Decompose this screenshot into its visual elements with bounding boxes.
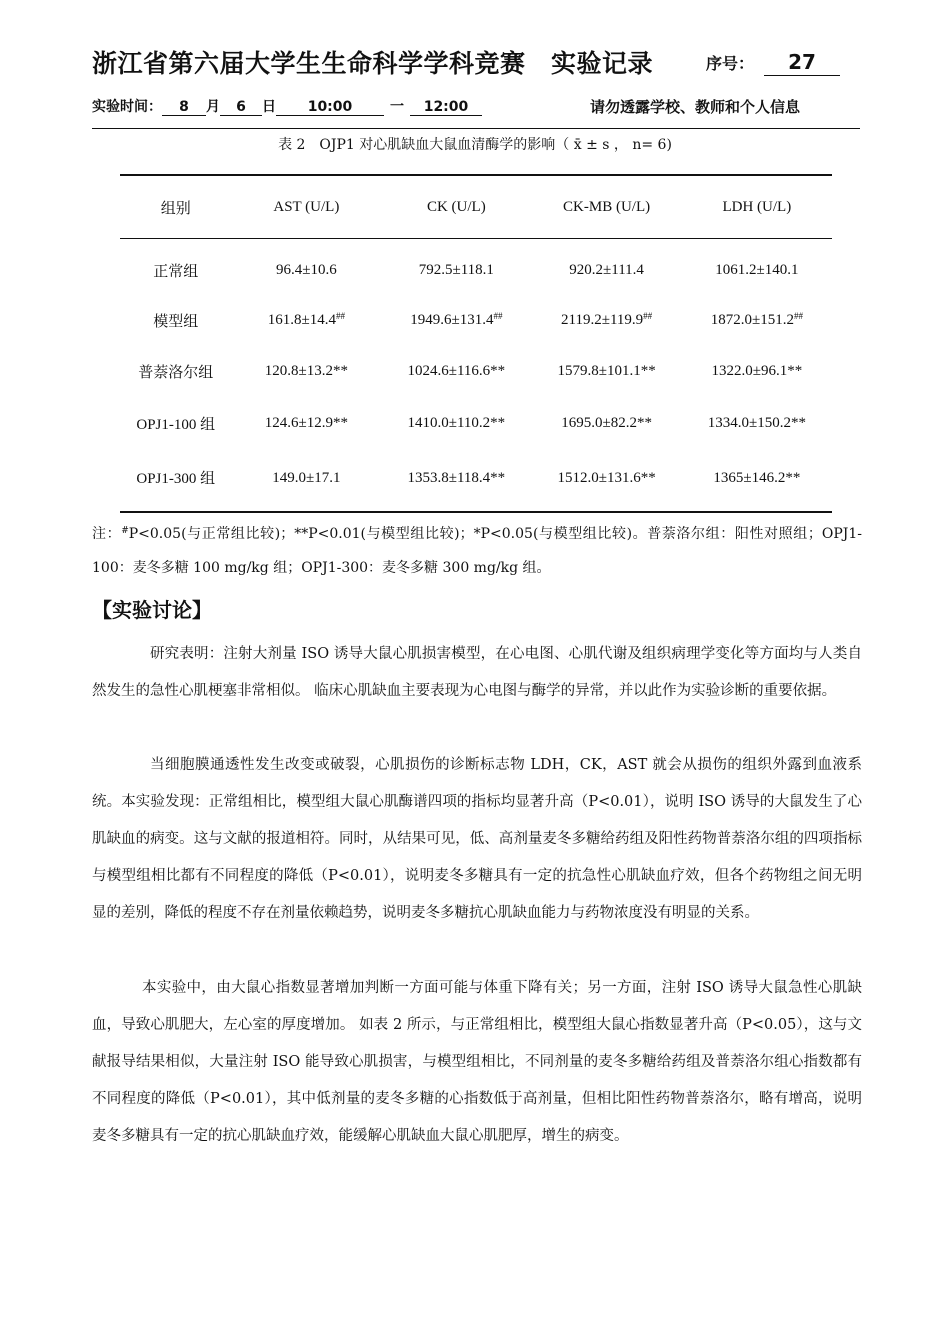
experiment-time xyxy=(92,96,482,116)
discussion-paragraph: 当细胞膜通透性发生改变或破裂，心肌损伤的诊断标志物 LDH，CK，AST 就会从损伤的组织外露到血液系统。本实验发现：正常组相比，模型组大鼠心肌酶谱四项的指标均显著升高（P<0.01），说明 ISO 诱导的大鼠发生了心肌缺血的病变。这与文献的报道相符。同时，从结果可见，低、高剂量麦冬多糖给药组及阳性药物普萘洛尔组的四项指标与模型组相比都有不同程度的降低（P<0.01），说明麦冬多糖具有一定的抗急性心肌缺血疗效，但各个药物组之间无明显的差别，降低的程度不存在剂量依赖趋势，说明麦冬多糖抗心肌缺血能力与药物浓度没有明显的关系。 xyxy=(92,757,862,921)
discussion-paragraph: 研究表明：注射大剂量 ISO 诱导大鼠心肌损害模型，在心电图、心肌代谢及组织病理学变化等方面均与人类自然发生的急性心肌梗塞非常相似。 临床心肌缺血主要表现为心电图与酶学的异常，并以此作为实验诊断的重要依据。 xyxy=(92,646,862,699)
cell-ldh: 1322.0±96.1** xyxy=(711,363,803,379)
col-ast: AST (U/L) xyxy=(273,198,340,215)
table-row xyxy=(120,397,832,450)
start-time: 10:00 xyxy=(276,99,384,116)
note-hash: # xyxy=(121,526,129,536)
cell-group: OPJ1-300 组 xyxy=(136,471,216,487)
time-dash: 一 xyxy=(390,99,404,115)
cell-group: 模型组 xyxy=(153,313,199,330)
cell-ldh: 1365±146.2** xyxy=(713,469,801,486)
cell-ldh: 1061.2±140.1 xyxy=(715,262,799,279)
serial-number xyxy=(706,50,840,76)
col-ckmb: CK-MB (U/L) xyxy=(563,198,651,215)
table-header-row xyxy=(120,175,832,239)
cell-ckmb: 920.2±111.4 xyxy=(569,262,644,279)
page-title: 浙江省第六届大学生生命科学学科竞赛 实验记录 xyxy=(92,49,654,78)
cell-ckmb: 1695.0±82.2** xyxy=(561,415,652,431)
cell-group: OPJ1-100 组 xyxy=(136,416,216,433)
cell-ck: 1949.6±131.4## xyxy=(410,311,503,328)
cell-ckmb: 1512.0±131.6** xyxy=(557,469,656,486)
cell-ck: 1353.8±118.4** xyxy=(407,469,506,486)
cell-ck: 1024.6±116.6** xyxy=(407,363,506,379)
table-note xyxy=(92,514,862,585)
end-time: 12:00 xyxy=(410,99,482,116)
cell-ast: 96.4±10.6 xyxy=(275,262,337,279)
table-row xyxy=(120,239,832,295)
table-row xyxy=(120,295,832,346)
cell-ckmb: 1579.8±101.1** xyxy=(557,363,656,379)
time-label: 实验时间： xyxy=(92,99,162,115)
discussion-paragraph: 本实验中，由大鼠心指数显著增加判断一方面可能与体重下降有关；另一方面，注射 ISO 诱导大鼠急性心肌缺血，导致心肌肥大，左心室的厚度增加。 如表 2 所示，与正常组相比，模型组大鼠心指数显著升高（P<0.05），这与文献报导结果相似，大量注射 ISO 能导致心肌损害，与模型组相比，不同剂量的麦冬多糖给药组及普萘洛尔组心指数都有不同程度的降低（P<0.01），其中低剂量的麦冬多糖的心指数低于高剂量，但相比阳性药物普萘洛尔，略有增高，说明麦冬多糖具有一定的抗心肌缺血疗效，能缓解心肌缺血大鼠心肌肥厚，增生的病变。 xyxy=(92,980,862,1144)
cell-ast: 120.8±13.2** xyxy=(264,363,348,379)
serial-label: 序号： xyxy=(706,54,755,73)
cell-ast: 149.0±17.1 xyxy=(272,469,341,486)
header-divider xyxy=(92,128,860,129)
cell-ldh: 1334.0±150.2** xyxy=(707,415,806,431)
serial-value: 27 xyxy=(764,50,840,76)
col-group: 组别 xyxy=(160,200,191,217)
month-value: 8 xyxy=(162,99,206,116)
col-ck: CK (U/L) xyxy=(426,198,486,215)
table-caption: 表 2 OJP1 对心肌缺血大鼠血清酶学的影响（ x̄ ± s ， n= 6) xyxy=(278,137,672,153)
enzyme-table xyxy=(120,174,832,513)
table-row xyxy=(120,450,832,512)
cell-group: 普萘洛尔组 xyxy=(138,364,214,381)
cell-ast: 124.6±12.9** xyxy=(264,415,348,431)
privacy-note: 请勿透露学校、教师和个人信息 xyxy=(590,98,801,116)
day-value: 6 xyxy=(220,99,262,116)
cell-ckmb: 2119.2±119.9## xyxy=(561,311,653,328)
col-ldh: LDH (U/L) xyxy=(722,198,792,215)
note-text: P<0.05(与正常组比较)；**P<0.01(与模型组比较)；*P<0.05(与模型组比较)。普萘洛尔组：阳性对照组；OPJ1-100：麦冬多糖 100 mg/kg 组；OPJ1-300：麦冬多糖 300 mg/kg 组。 xyxy=(92,526,862,576)
cell-ck: 792.5±118.1 xyxy=(418,262,494,279)
section-heading-discussion: 【实验讨论】 xyxy=(92,598,212,622)
cell-group: 正常组 xyxy=(153,263,199,280)
cell-ck: 1410.0±110.2** xyxy=(407,415,506,431)
note-prefix: 注： xyxy=(92,526,122,542)
cell-ldh: 1872.0±151.2## xyxy=(710,311,803,328)
table-row xyxy=(120,346,832,397)
day-unit: 日 xyxy=(262,99,276,115)
cell-ast: 161.8±14.4## xyxy=(267,311,345,328)
month-unit: 月 xyxy=(206,99,220,115)
